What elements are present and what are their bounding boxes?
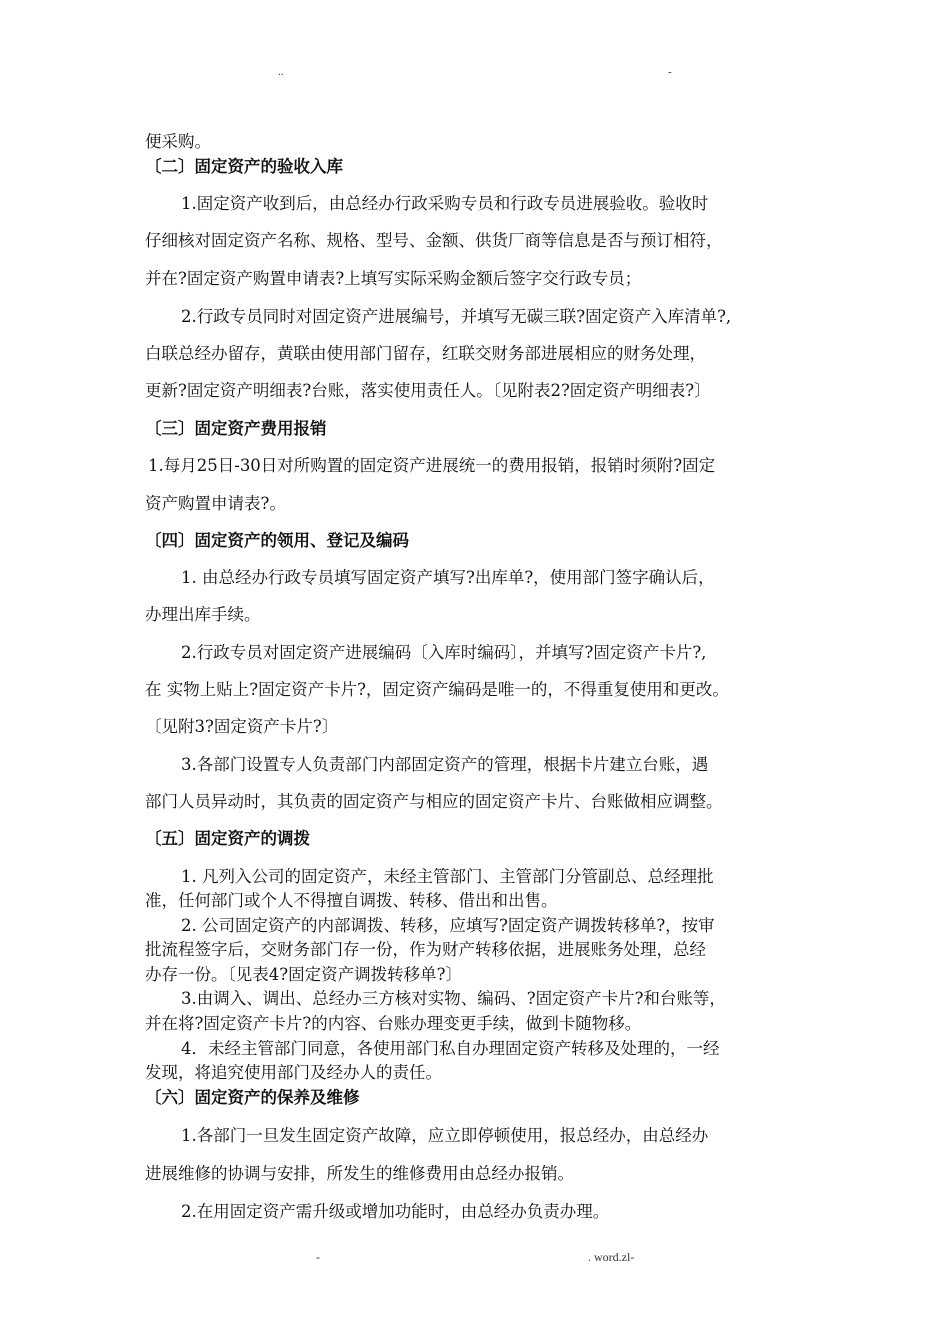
text-line: 2.行政专员对固定资产进展编码〔入库时编码〕，并填写?固定资产卡片?,	[181, 643, 707, 662]
text-line: 3.各部门设置专人负责部门内部固定资产的管理，根据卡片建立台账，遇	[181, 755, 709, 774]
text-line: 便采购。	[145, 132, 211, 151]
text-line: 并在?固定资产购置申请表?上填写实际采购金额后签字交行政专员；	[145, 269, 642, 288]
text-line: 〔见附3?固定资产卡片?〕	[145, 717, 339, 736]
text-line: 进展维修的协调与安排，所发生的维修费用由总经办报销。	[145, 1164, 574, 1183]
section-heading-3: 〔三〕固定资产费用报销	[145, 419, 327, 438]
text-line: 办理出库手续。	[145, 605, 261, 624]
text-line: 办存一份。〔见表4?固定资产调拨转移单?〕	[145, 965, 462, 984]
text-line: 在 实物上贴上?固定资产卡片?，固定资产编码是唯一的，不得重复使用和更改。	[145, 680, 729, 699]
text-line: 1.每月25日-30日对所购置的固定资产进展统一的费用报销，报销时须附?固定	[148, 456, 716, 475]
section-heading-5: 〔五〕固定资产的调拨	[145, 829, 310, 848]
text-line: 1. 由总经办行政专员填写固定资产填写?出库单?，使用部门签字确认后，	[181, 568, 715, 587]
text-line: 批流程签字后，交财务部门存一份，作为财产转移依据，进展账务处理，总经	[145, 940, 706, 959]
text-line: 4．未经主管部门同意，各使用部门私自办理固定资产转移及处理的，一经	[181, 1039, 720, 1058]
text-line: 1.固定资产收到后，由总经办行政采购专员和行政专员进展验收。验收时	[181, 194, 709, 213]
text-line: 2. 公司固定资产的内部调拨、转移，应填写?固定资产调拨转移单?，按审	[181, 916, 715, 935]
text-line: 更新?固定资产明细表?台账，落实使用责任人。〔见附表2?固定资产明细表?〕	[145, 381, 711, 400]
text-line: 资产购置申请表?。	[145, 494, 286, 513]
section-heading-6: 〔六〕固定资产的保养及维修	[145, 1088, 360, 1107]
text-line: 并在将?固定资产卡片?的内容、台账办理变更手续，做到卡随物移。	[145, 1014, 642, 1033]
text-line: 2.行政专员同时对固定资产进展编号，并填写无碳三联?固定资产入库清单?,	[181, 307, 732, 326]
page-header-left: ..	[278, 66, 284, 78]
text-line: 准，任何部门或个人不得擅自调拨、转移、借出和出售。	[145, 891, 558, 910]
page-footer-left: -	[316, 1250, 320, 1264]
text-line: 3.由调入、调出、总经办三方核对实物、编码、?固定资产卡片?和台账等，	[181, 989, 726, 1008]
text-line: 仔细核对固定资产名称、规格、型号、金额、供货厂商等信息是否与预订相符，	[145, 231, 723, 250]
text-line: 1.各部门一旦发生固定资产故障，应立即停顿使用，报总经办，由总经办	[181, 1126, 709, 1145]
text-line: 发现，将追究使用部门及经办人的责任。	[145, 1063, 442, 1082]
text-line: 2.在用固定资产需升级或增加功能时，由总经办负责办理。	[181, 1202, 610, 1221]
text-line: 1. 凡列入公司的固定资产，未经主管部门、主管部门分管副总、总经理批	[181, 867, 714, 886]
page-footer-right: . word.zl-	[588, 1250, 635, 1264]
page-header-right: -	[668, 66, 672, 78]
section-heading-4: 〔四〕固定资产的领用、登记及编码	[145, 531, 409, 550]
text-line: 白联总经办留存，黄联由使用部门留存，红联交财务部进展相应的财务处理，	[145, 344, 706, 363]
text-line: 部门人员异动时，其负责的固定资产与相应的固定资产卡片、台账做相应调整。	[145, 792, 723, 811]
section-heading-2: 〔二〕固定资产的验收入库	[145, 157, 343, 176]
